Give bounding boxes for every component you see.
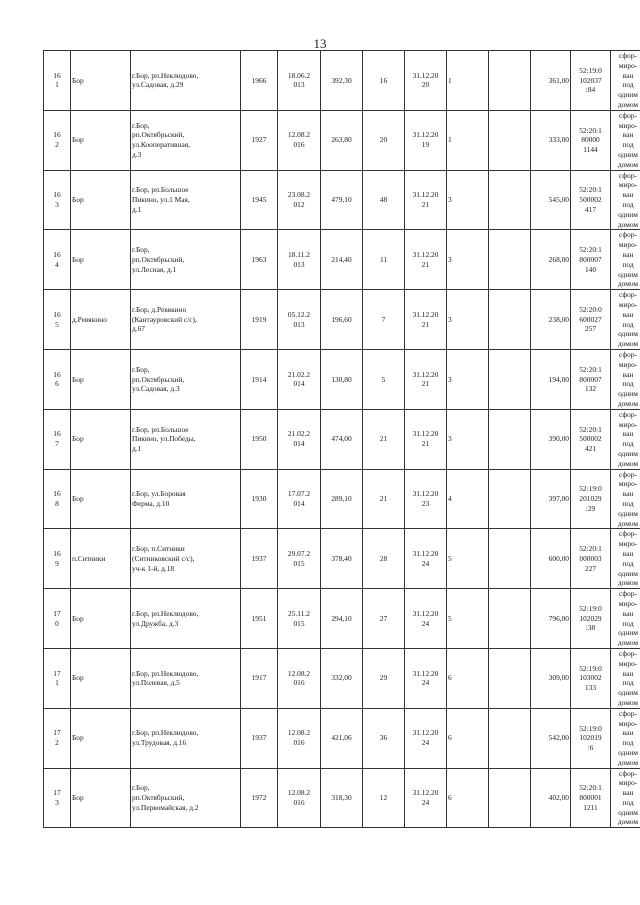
locality-cell: Бор xyxy=(71,409,131,469)
cadastral-number-cell: 52:20:1 500002 421 xyxy=(571,409,611,469)
area-cell: 289,10 xyxy=(321,469,363,529)
year-built-cell: 1914 xyxy=(241,349,278,409)
sum-cell: 542,00 xyxy=(531,708,571,768)
row-number-cell: 16 1 xyxy=(44,51,71,111)
date-cell: 05.12.2 013 xyxy=(278,290,321,350)
cadastral-number-cell: 52:20:1 800007 140 xyxy=(571,230,611,290)
row-number-cell: 16 2 xyxy=(44,110,71,170)
planned-date-cell: 31.12.20 21 xyxy=(405,170,447,230)
row-number-cell: 17 2 xyxy=(44,708,71,768)
planned-date-cell: 31.12.20 21 xyxy=(405,230,447,290)
planned-date-cell: 31.12.20 21 xyxy=(405,290,447,350)
cadastral-number-cell: 52:20:0 600027 257 xyxy=(571,290,611,350)
table-row xyxy=(44,708,640,768)
cadastral-number-cell: 52:19:0 102037 :84 xyxy=(571,51,611,111)
planned-date-cell: 31.12.20 24 xyxy=(405,708,447,768)
empty-cell xyxy=(489,230,531,290)
area-cell: 130,80 xyxy=(321,349,363,409)
date-cell: 21.02.2 014 xyxy=(278,409,321,469)
year-built-cell: 1927 xyxy=(241,110,278,170)
stage-cell: 6 xyxy=(447,708,489,768)
sum-cell: 194,00 xyxy=(531,349,571,409)
residents-cell: 21 xyxy=(363,409,405,469)
year-built-cell: 1966 xyxy=(241,51,278,111)
planned-date-cell: 31.12.20 24 xyxy=(405,648,447,708)
locality-cell: д.Ревякино xyxy=(71,290,131,350)
address-cell: г.Бор, рп.Октябрьский, ул.Лесная, д.1 xyxy=(131,230,241,290)
planned-date-cell: 31.12.20 24 xyxy=(405,768,447,828)
sum-cell: 309,00 xyxy=(531,648,571,708)
sum-cell: 796,00 xyxy=(531,589,571,649)
land-formation-cell: сфор- миро- ван под одним домом xyxy=(611,170,640,230)
land-formation-cell: сфор- миро- ван под одним домом xyxy=(611,349,640,409)
address-cell: г.Бор, д.Ревякино (Кантауровский с/с), д.67 xyxy=(131,290,241,350)
date-cell: 17.07.2 014 xyxy=(278,469,321,529)
land-formation-cell: сфор- миро- ван под одним домом xyxy=(611,51,640,111)
row-number-cell: 16 4 xyxy=(44,230,71,290)
table-row xyxy=(44,529,640,589)
empty-cell xyxy=(489,529,531,589)
year-built-cell: 1951 xyxy=(241,589,278,649)
area-cell: 392,30 xyxy=(321,51,363,111)
land-formation-cell: сфор- миро- ван под одним домом xyxy=(611,290,640,350)
year-built-cell: 1919 xyxy=(241,290,278,350)
empty-cell xyxy=(489,170,531,230)
cadastral-number-cell: 52:20:1 500002 417 xyxy=(571,170,611,230)
cadastral-number-cell: 52:19:0 103002 133 xyxy=(571,648,611,708)
cadastral-number-cell: 52:19:0 102029 :38 xyxy=(571,589,611,649)
stage-cell: 1 xyxy=(447,51,489,111)
empty-cell xyxy=(489,768,531,828)
date-cell: 12.08.2 016 xyxy=(278,648,321,708)
row-number-cell: 16 7 xyxy=(44,409,71,469)
locality-cell: Бор xyxy=(71,708,131,768)
land-formation-cell: сфор- миро- ван под одним домом xyxy=(611,409,640,469)
residents-cell: 27 xyxy=(363,589,405,649)
land-formation-cell: сфор- миро- ван под одним домом xyxy=(611,529,640,589)
land-formation-cell: сфор- миро- ван под одним домом xyxy=(611,708,640,768)
planned-date-cell: 31.12.20 24 xyxy=(405,529,447,589)
table-row xyxy=(44,409,640,469)
sum-cell: 397,00 xyxy=(531,469,571,529)
table-row xyxy=(44,110,640,170)
locality-cell: Бор xyxy=(71,230,131,290)
date-cell: 29.07.2 015 xyxy=(278,529,321,589)
address-cell: г.Бор, рп.Большое Пикино, ул.Победы, д.1 xyxy=(131,409,241,469)
address-cell: г.Бор, п.Ситники (Ситниковский с/с), уч-к 1-й, д.18 xyxy=(131,529,241,589)
address-cell: г.Бор, рп.Неклюдово, ул.Садовая, д.29 xyxy=(131,51,241,111)
area-cell: 318,30 xyxy=(321,768,363,828)
sum-cell: 238,00 xyxy=(531,290,571,350)
empty-cell xyxy=(489,349,531,409)
stage-cell: 1 xyxy=(447,110,489,170)
area-cell: 294,10 xyxy=(321,589,363,649)
table-body xyxy=(44,51,640,828)
locality-cell: Бор xyxy=(71,589,131,649)
address-cell: г.Бор, рп.Неклюдово, ул.Полевая, д.5 xyxy=(131,648,241,708)
row-number-cell: 17 1 xyxy=(44,648,71,708)
empty-cell xyxy=(489,290,531,350)
year-built-cell: 1972 xyxy=(241,768,278,828)
residents-cell: 12 xyxy=(363,768,405,828)
table-row xyxy=(44,170,640,230)
date-cell: 21.02.2 014 xyxy=(278,349,321,409)
year-built-cell: 1945 xyxy=(241,170,278,230)
empty-cell xyxy=(489,708,531,768)
year-built-cell: 1917 xyxy=(241,648,278,708)
land-formation-cell: сфор- миро- ван под одним домом xyxy=(611,648,640,708)
date-cell: 23.08.2 012 xyxy=(278,170,321,230)
row-number-cell: 17 0 xyxy=(44,589,71,649)
stage-cell: 5 xyxy=(447,529,489,589)
year-built-cell: 1930 xyxy=(241,469,278,529)
housing-registry-table xyxy=(43,50,640,828)
address-cell: г.Бор, ул.Боровая Ферма, д.10 xyxy=(131,469,241,529)
cadastral-number-cell: 52:20:1 800001 1211 xyxy=(571,768,611,828)
stage-cell: 3 xyxy=(447,170,489,230)
area-cell: 332,00 xyxy=(321,648,363,708)
land-formation-cell: сфор- миро- ван под одним домом xyxy=(611,110,640,170)
year-built-cell: 1950 xyxy=(241,409,278,469)
sum-cell: 361,00 xyxy=(531,51,571,111)
land-formation-cell: сфор- миро- ван под одним домом xyxy=(611,589,640,649)
stage-cell: 3 xyxy=(447,349,489,409)
sum-cell: 545,00 xyxy=(531,170,571,230)
planned-date-cell: 31.12.20 24 xyxy=(405,589,447,649)
empty-cell xyxy=(489,409,531,469)
residents-cell: 29 xyxy=(363,648,405,708)
area-cell: 214,40 xyxy=(321,230,363,290)
residents-cell: 7 xyxy=(363,290,405,350)
row-number-cell: 16 9 xyxy=(44,529,71,589)
empty-cell xyxy=(489,648,531,708)
table-row xyxy=(44,51,640,111)
area-cell: 263,80 xyxy=(321,110,363,170)
residents-cell: 28 xyxy=(363,529,405,589)
table-row xyxy=(44,230,640,290)
residents-cell: 20 xyxy=(363,110,405,170)
row-number-cell: 16 3 xyxy=(44,170,71,230)
stage-cell: 3 xyxy=(447,230,489,290)
cadastral-number-cell: 52:20:1 000003 227 xyxy=(571,529,611,589)
residents-cell: 11 xyxy=(363,230,405,290)
stage-cell: 6 xyxy=(447,648,489,708)
row-number-cell: 16 8 xyxy=(44,469,71,529)
planned-date-cell: 31.12.20 19 xyxy=(405,110,447,170)
year-built-cell: 1963 xyxy=(241,230,278,290)
sum-cell: 390,00 xyxy=(531,409,571,469)
land-formation-cell: сфор- миро- ван под одним домом xyxy=(611,469,640,529)
locality-cell: Бор xyxy=(71,51,131,111)
empty-cell xyxy=(489,110,531,170)
residents-cell: 48 xyxy=(363,170,405,230)
sum-cell: 333,00 xyxy=(531,110,571,170)
locality-cell: Бор xyxy=(71,349,131,409)
date-cell: 18.06.2 013 xyxy=(278,51,321,111)
address-cell: г.Бор, рп.Октябрьский, ул.Кооперативная, д.3 xyxy=(131,110,241,170)
date-cell: 25.11.2 015 xyxy=(278,589,321,649)
stage-cell: 3 xyxy=(447,290,489,350)
date-cell: 12.08.2 016 xyxy=(278,768,321,828)
residents-cell: 16 xyxy=(363,51,405,111)
year-built-cell: 1937 xyxy=(241,708,278,768)
planned-date-cell: 31.12.20 20 xyxy=(405,51,447,111)
empty-cell xyxy=(489,469,531,529)
address-cell: г.Бор, рп.Неклюдово, ул.Трудовая, д.16 xyxy=(131,708,241,768)
area-cell: 378,40 xyxy=(321,529,363,589)
date-cell: 18.11.2 013 xyxy=(278,230,321,290)
row-number-cell: 16 6 xyxy=(44,349,71,409)
planned-date-cell: 31.12.20 21 xyxy=(405,409,447,469)
empty-cell xyxy=(489,51,531,111)
locality-cell: Бор xyxy=(71,110,131,170)
row-number-cell: 17 3 xyxy=(44,768,71,828)
table-row xyxy=(44,589,640,649)
page-number: 13 xyxy=(313,36,327,51)
area-cell: 474,00 xyxy=(321,409,363,469)
address-cell: г.Бор, рп.Большое Пикино, ул.1 Мая, д.1 xyxy=(131,170,241,230)
residents-cell: 5 xyxy=(363,349,405,409)
locality-cell: Бор xyxy=(71,768,131,828)
area-cell: 479,10 xyxy=(321,170,363,230)
cadastral-number-cell: 52:20:1 800007 132 xyxy=(571,349,611,409)
planned-date-cell: 31.12.20 23 xyxy=(405,469,447,529)
locality-cell: Бор xyxy=(71,648,131,708)
area-cell: 421,06 xyxy=(321,708,363,768)
cadastral-number-cell: 52:19:0 201029 :29 xyxy=(571,469,611,529)
address-cell: г.Бор, рп.Неклюдово, ул.Дружба, д.3 xyxy=(131,589,241,649)
stage-cell: 4 xyxy=(447,469,489,529)
address-cell: г.Бор, рп.Октябрьский, ул.Садовая, д.3 xyxy=(131,349,241,409)
table-row xyxy=(44,290,640,350)
address-cell: г.Бор, рп.Октябрьский, ул.Первомайская, д.2 xyxy=(131,768,241,828)
sum-cell: 600,00 xyxy=(531,529,571,589)
sum-cell: 268,00 xyxy=(531,230,571,290)
land-formation-cell: сфор- миро- ван под одним домом xyxy=(611,768,640,828)
stage-cell: 6 xyxy=(447,768,489,828)
cadastral-number-cell: 52:19:0 102019 :6 xyxy=(571,708,611,768)
residents-cell: 21 xyxy=(363,469,405,529)
empty-cell xyxy=(489,589,531,649)
row-number-cell: 16 5 xyxy=(44,290,71,350)
date-cell: 12.08.2 016 xyxy=(278,110,321,170)
area-cell: 196,60 xyxy=(321,290,363,350)
residents-cell: 36 xyxy=(363,708,405,768)
table-row xyxy=(44,768,640,828)
stage-cell: 5 xyxy=(447,589,489,649)
locality-cell: п.Ситники xyxy=(71,529,131,589)
table-row xyxy=(44,648,640,708)
table-row xyxy=(44,469,640,529)
locality-cell: Бор xyxy=(71,469,131,529)
land-formation-cell: сфор- миро- ван под одним домом xyxy=(611,230,640,290)
stage-cell: 3 xyxy=(447,409,489,469)
planned-date-cell: 31.12.20 21 xyxy=(405,349,447,409)
cadastral-number-cell: 52:20:1 80000 1144 xyxy=(571,110,611,170)
year-built-cell: 1937 xyxy=(241,529,278,589)
date-cell: 12.08.2 016 xyxy=(278,708,321,768)
locality-cell: Бор xyxy=(71,170,131,230)
table-row xyxy=(44,349,640,409)
sum-cell: 402,00 xyxy=(531,768,571,828)
